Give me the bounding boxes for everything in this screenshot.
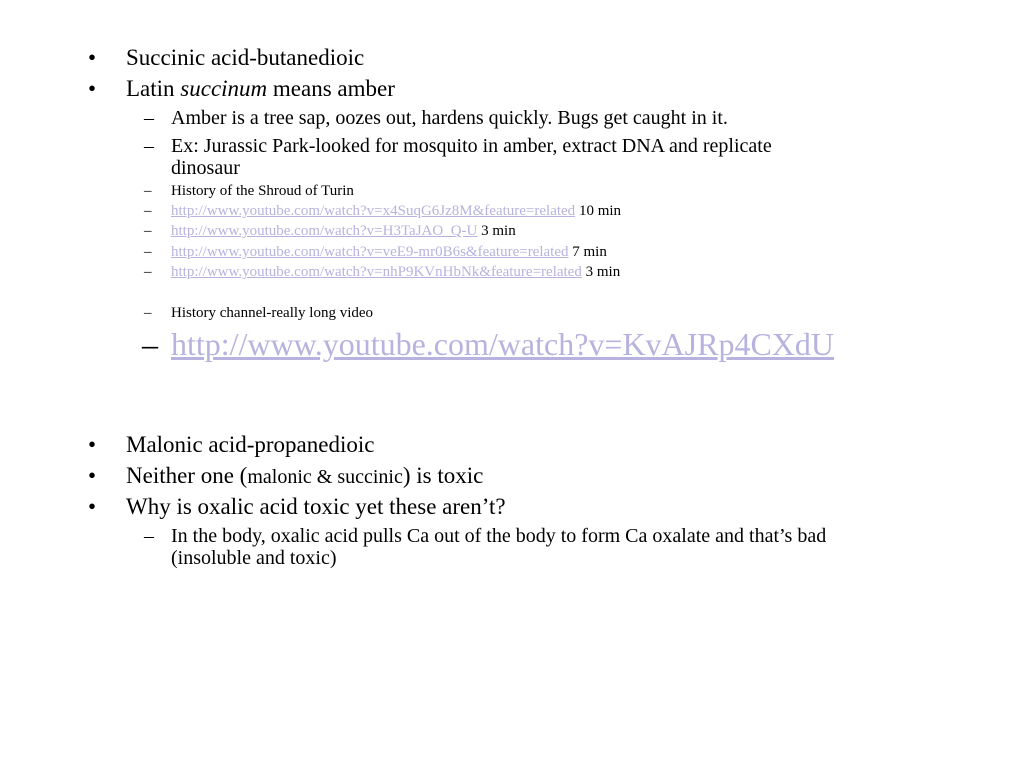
sub-item-video-link-2: [144, 222, 516, 240]
dash-marker: –: [144, 223, 152, 239]
sub-item-text: History channel-really long video: [171, 305, 374, 321]
sub-item-text-line2: (insoluble and toxic): [171, 547, 337, 569]
youtube-link[interactable]: http://www.youtube.com/watch?v=H3TaJAO_Q-U: [171, 223, 478, 239]
sub-item-amber: [144, 107, 728, 129]
video-duration: 3 min: [581, 264, 621, 280]
bullet-item-malonic: [88, 431, 375, 459]
sub-item-video-link-4: [144, 263, 621, 281]
sub-item-text: Amber is a tree sap, oozes out, hardens quickly. Bugs get caught in it.: [171, 107, 728, 129]
bullet-item-succinic: [88, 44, 365, 72]
dash-marker: –: [144, 203, 152, 219]
bullet-marker: •: [88, 432, 97, 457]
video-duration: 10 min: [575, 203, 622, 219]
youtube-link[interactable]: http://www.youtube.com/watch?v=nhP9KVnHbNk&feature=related: [171, 264, 582, 280]
bullet-marker: •: [88, 463, 97, 488]
bullet-marker: •: [88, 45, 97, 70]
youtube-link[interactable]: http://www.youtube.com/watch?v=x4SuqG6Jz8M&feature=related: [171, 203, 576, 219]
bullet-item-why-oxalic: [88, 493, 506, 521]
bullet-text-suffix: ) is toxic: [402, 463, 484, 488]
sub-item-oxalic-explanation-continued: [171, 547, 337, 569]
bullet-marker: •: [88, 76, 97, 101]
bullet-item-latin: [88, 75, 395, 103]
sub-item-text-line2: dinosaur: [171, 157, 240, 179]
video-duration: 3 min: [477, 223, 516, 239]
dash-marker: –: [142, 326, 158, 362]
bullet-marker: •: [88, 494, 97, 519]
sub-item-text: History of the Shroud of Turin: [171, 183, 354, 199]
sub-item-shroud: [144, 182, 354, 200]
bullet-text-prefix: Latin: [126, 76, 181, 101]
dash-marker: –: [144, 107, 154, 129]
youtube-link-large[interactable]: http://www.youtube.com/watch?v=KvAJRp4CXdU: [171, 326, 835, 362]
dash-marker: –: [144, 183, 152, 199]
bullet-item-neither-toxic: [88, 462, 484, 491]
bullet-text: Malonic acid-propanedioic: [126, 432, 375, 457]
dash-marker: –: [144, 244, 152, 260]
sub-item-jurassic-park-continued: [171, 157, 240, 179]
video-duration: 7 min: [568, 244, 607, 260]
sub-item-text-line1: Ex: Jurassic Park-looked for mosquito in amber, extract DNA and replicate: [171, 135, 772, 157]
sub-item-oxalic-explanation: [144, 525, 827, 547]
bullet-text-small: malonic & succinic: [247, 466, 403, 488]
bullet-text: Why is oxalic acid toxic yet these aren’t?: [126, 494, 506, 519]
dash-marker: –: [144, 305, 152, 321]
bullet-text-italic: succinum: [180, 76, 268, 101]
sub-item-jurassic-park: [144, 135, 772, 157]
dash-marker: –: [144, 264, 152, 280]
sub-item-video-link-1: [144, 202, 622, 220]
sub-item-text-line1: In the body, oxalic acid pulls Ca out of the body to form Ca oxalate and that’s bad: [171, 525, 827, 547]
bullet-text-prefix: Neither one (: [126, 463, 248, 488]
youtube-link[interactable]: http://www.youtube.com/watch?v=veE9-mr0B6s&feature=related: [171, 244, 569, 260]
dash-marker: –: [144, 135, 154, 157]
bullet-text-suffix: means amber: [267, 76, 395, 101]
sub-item-history-channel: [144, 304, 374, 322]
sub-item-video-link-3: [144, 243, 607, 261]
dash-marker: –: [144, 525, 154, 547]
bullet-text: Succinic acid-butanedioic: [126, 45, 365, 70]
sub-item-history-channel-link: [142, 326, 835, 362]
